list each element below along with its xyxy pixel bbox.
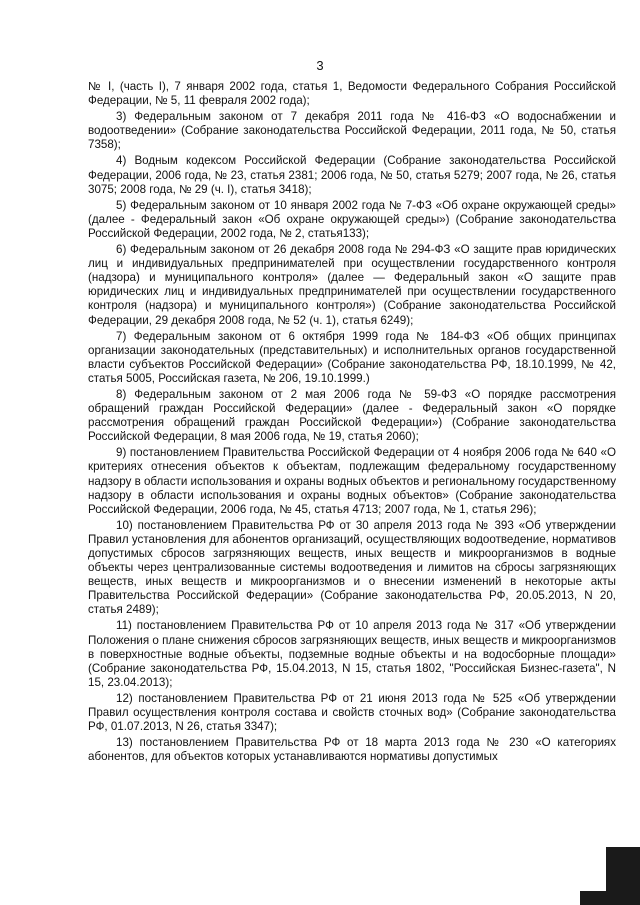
scan-shadow-strip xyxy=(580,891,606,905)
paragraph-item-13: 13) постановлением Правительства РФ от 18 марта 2013 года № 230 «О категориях абонентов, для объектов которых устанавливаются нормативы допустимых xyxy=(88,736,616,764)
document-body xyxy=(88,80,616,766)
paragraph-continuation: № I, (часть I), 7 января 2002 года, статья 1, Ведомости Федерального Собрания Российской Федерации, № 5, 11 февраля 2002 года); xyxy=(88,80,616,108)
scan-shadow xyxy=(606,847,640,905)
paragraph-item-7: 7) Федеральным законом от 6 октября 1999 года № 184-ФЗ «Об общих принципах организации законодательных (представительных) и исполнительных органов государственной власти субъектов Российской Федерации» (Собрание законодательства РФ, 18.10.1999, № 42, статья 5005, Российская газета, № 206, 19.10.1999.) xyxy=(88,329,616,385)
paragraph-item-9: 9) постановлением Правительства Российской Федерации от 4 ноября 2006 года № 640 «О критериях отнесения объектов к объектам, подлежащим федеральному государственному надзору в области использования и охраны водных объектов и региональному государственному надзору в области использования и охраны водных объектов» (Собрание законодательства Российской Федерации, 2006 года, № 45, статья 4713; 2007 года, № 1, статья 296); xyxy=(88,446,616,516)
paragraph-item-4: 4) Водным кодексом Российской Федерации (Собрание законодательства Российской Федерации, 2006 года, № 23, статья 2381; 2006 года, № 50, статья 5279; 2007 года, № 26, статья 3075; 2008 года, № 29 (ч. I), статья 3418); xyxy=(88,154,616,196)
paragraph-item-5: 5) Федеральным законом от 10 января 2002 года № 7-ФЗ «Об охране окружающей среды» (далее - Федеральный закон «Об охране окружающей среды») (Собрание законодательства Российской Федерации, 2002 года, № 2, статья133); xyxy=(88,198,616,240)
paragraph-item-8: 8) Федеральным законом от 2 мая 2006 года № 59-ФЗ «О порядке рассмотрения обращений граждан Российской Федерации» (далее - Федеральный закон «О порядке рассмотрения обращений граждан Российской Федерации») (Собрание законодательства Российской Федерации, 8 мая 2006 года, № 19, статья 2060); xyxy=(88,387,616,444)
page-number: 3 xyxy=(316,58,324,73)
paragraph-item-10: 10) постановлением Правительства РФ от 30 апреля 2013 года № 393 «Об утверждении Правил установления для абонентов организаций, осуществляющих водоотведение, нормативов допустимых сбросов загрязняющих веществ, иных веществ и микроорганизмов в водные объекты через централизованные системы водоотведения и лимитов на сбросы загрязняющих веществ, иных веществ и микроорганизмов и о внесении изменений в некоторые акты Правительства Российской Федерации» (Собрание законодательства РФ, 20.05.2013, N 20, статья 2489); xyxy=(88,518,616,617)
paragraph-item-6: 6) Федеральным законом от 26 декабря 2008 года № 294-ФЗ «О защите прав юридических лиц и индивидуальных предпринимателей при осуществлении государственного контроля (надзора) и муниципального контроля» (далее — Федеральный закон «О защите прав юридических лиц и индивидуальных предпринимателей при осуществлении государственного контроля (надзора) и муниципального контроля») (Собрание законодательства Российской Федерации, 29 декабря 2008 года, № 52 (ч. 1), статья 6249); xyxy=(88,243,616,327)
paragraph-item-11: 11) постановлением Правительства РФ от 10 апреля 2013 года № 317 «Об утверждении Положения о плане снижения сбросов загрязняющих веществ, иных веществ и микроорганизмов в поверхностные водные объекты, подземные водные объекты и на водосборные площади» (Собрание законодательства РФ, 15.04.2013, N 15, статья 1802, "Российская Бизнес-газета", N 15, 23.04.2013); xyxy=(88,619,616,689)
paragraph-item-12: 12) постановлением Правительства РФ от 21 июня 2013 года № 525 «Об утверждении Правил осуществления контроля состава и свойств сточных вод» (Собрание законодательства РФ, 01.07.2013, N 26, статья 3347); xyxy=(88,691,616,734)
paragraph-item-3: 3) Федеральным законом от 7 декабря 2011 года № 416-ФЗ «О водоснабжении и водоотведении» (Собрание законодательства Российской Федерации, 2011 года, № 50, статья 7358); xyxy=(88,110,616,152)
